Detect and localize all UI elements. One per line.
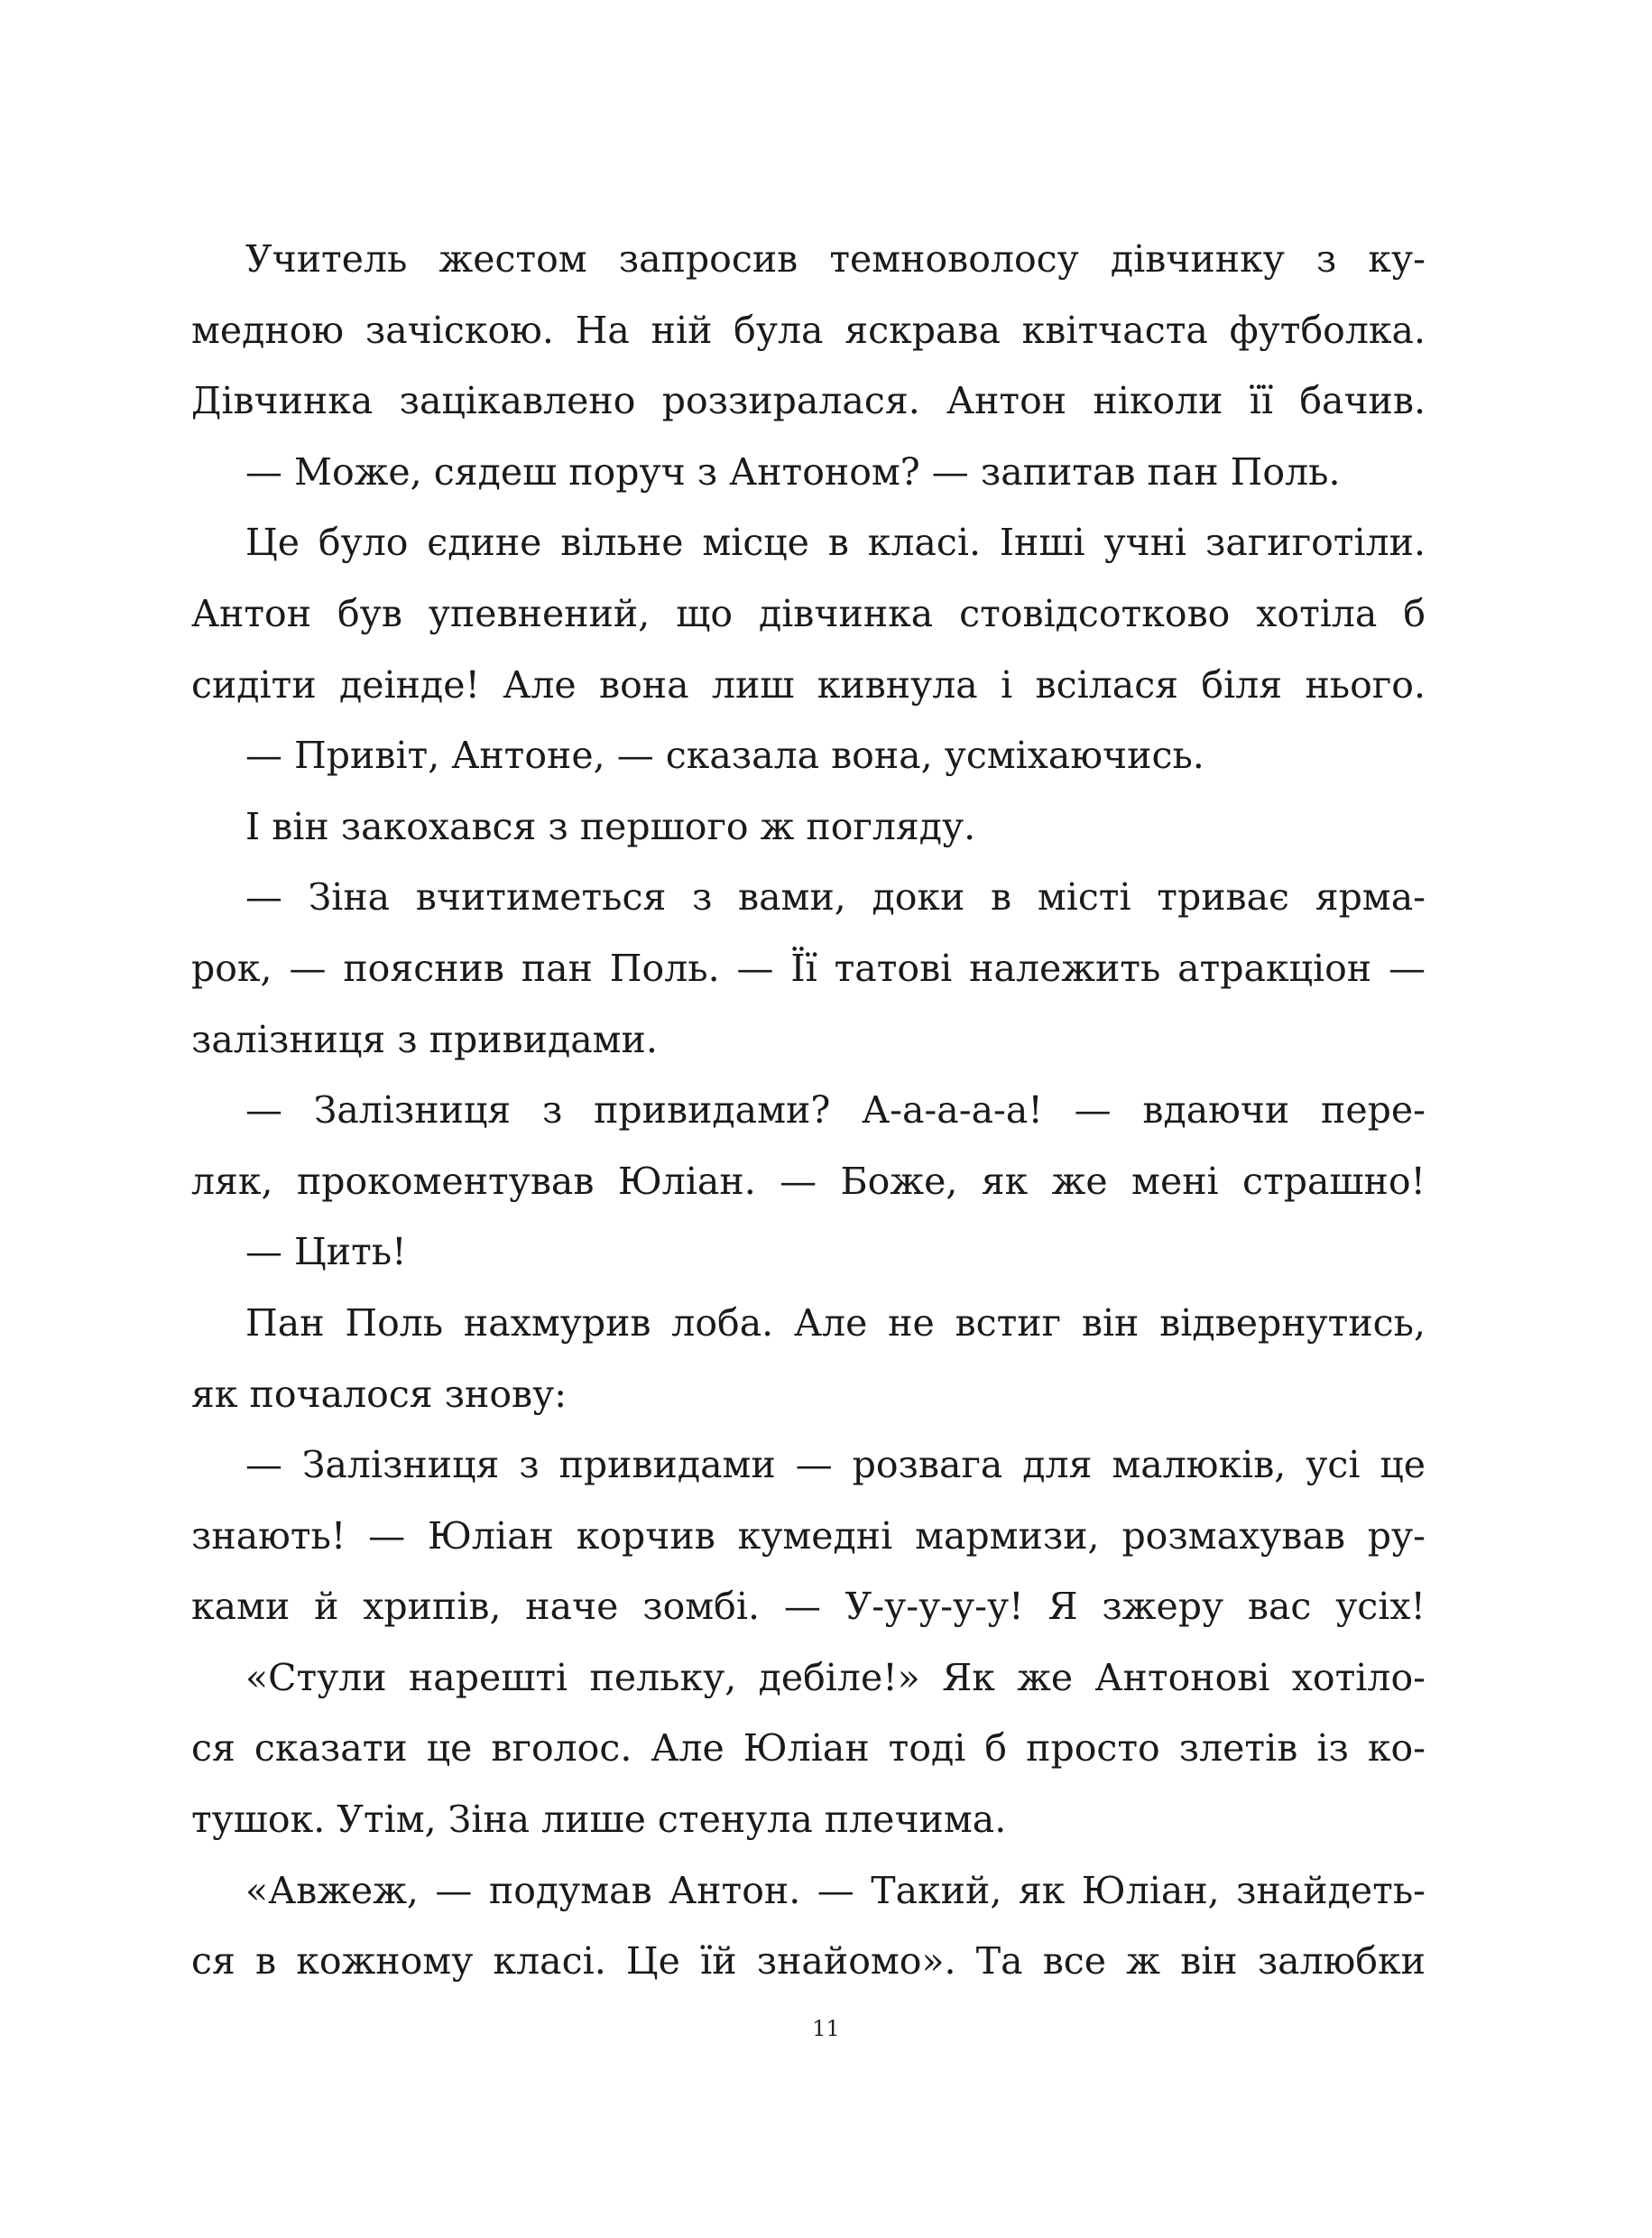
- body-text: [191, 224, 1426, 1997]
- text-line: «Авжеж, — подумав Антон. — Такий, як Юліан, знайдеть-: [245, 1868, 1426, 1912]
- text-line: ляк, прокоментував Юліан. — Боже, як же мені страшно!: [191, 1159, 1426, 1203]
- text-line: сидіти деінде! Але вона лиш кивнула і всілася біля нього.: [191, 662, 1426, 707]
- text-line: — Залізниця з привидами? А-а-а-а-а! — вдаючи пере-: [245, 1088, 1426, 1133]
- text-line: — Цить!: [245, 1230, 407, 1274]
- text-line: — Може, сядеш поруч з Антоном? — запитав пан Поль.: [245, 449, 1341, 494]
- text-line: залізниця з привидами.: [191, 1017, 658, 1061]
- page-number: 11: [812, 2016, 840, 2041]
- text-line: Дівчинка зацікавлено роззиралася. Антон ніколи її бачив.: [191, 379, 1426, 423]
- text-line: ся сказати це вголос. Але Юліан тоді б просто злетів із ко-: [191, 1726, 1426, 1771]
- text-line: Антон був упевнений, що дівчинка стовідсотково хотіла б: [191, 591, 1426, 635]
- text-line: — Привіт, Антоне, — сказала вона, усміхаючись.: [245, 734, 1204, 778]
- text-line: Пан Поль нахмурив лоба. Але не встиг він відвернутись,: [245, 1300, 1426, 1345]
- text-line: Це було єдине вільне місце в класі. Інші учні загиготіли.: [245, 521, 1426, 565]
- text-line: — Зіна вчитиметься з вами, доки в місті триває ярма-: [245, 875, 1426, 920]
- text-line: рок, — пояснив пан Поль. — Її татові належить атракціон —: [191, 946, 1426, 990]
- text-line: знають! — Юліан корчив кумедні мармизи, розмахував ру-: [191, 1513, 1426, 1558]
- text-line: Учитель жестом запросив темноволосу дівчинку з ку-: [245, 237, 1426, 281]
- text-line: «Стули нарешті пельку, дебіле!» Як же Антонові хотіло-: [245, 1655, 1426, 1699]
- text-line: ками й хрипів, наче зомбі. — У-у-у-у-у! Я зжеру вас усіх!: [191, 1585, 1426, 1629]
- text-line: медною зачіскою. На ній була яскрава квітчаста футболка.: [191, 308, 1426, 352]
- text-line: ся в кожному класі. Це їй знайомо». Та все ж він залюбки: [191, 1939, 1426, 1984]
- text-line: як почалося знову:: [191, 1372, 568, 1416]
- text-line: тушок. Утім, Зіна лише стенула плечима.: [191, 1798, 1007, 1842]
- text-line: — Залізниця з привидами — розвага для малюків, усі це: [245, 1443, 1426, 1487]
- text-line: І він закохався з першого ж погляду.: [245, 804, 976, 848]
